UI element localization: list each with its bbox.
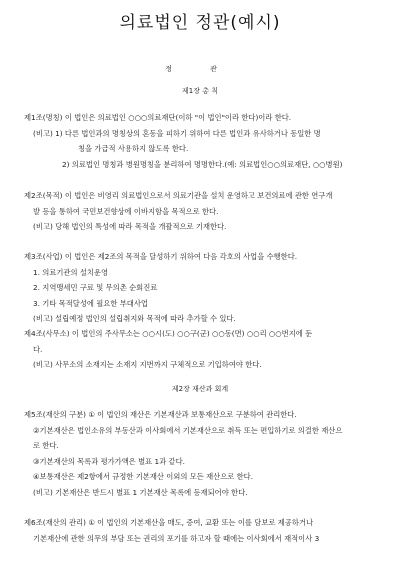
article-5-para-2-cont: 로 한다.: [33, 441, 59, 450]
article-6-text: 제6조(재산의 관리) ① 이 법인의 기본재산을 매도, 증여, 교환 또는 이를 담보로 제공하거나: [24, 518, 314, 527]
chapter-2-heading: 제2장 재산과 회계: [171, 385, 229, 393]
article-3-item-1: 1. 의료기관의 설치운영: [33, 268, 109, 277]
article-3-text: 제3조(사업) 이 법인은 제2조의 목적을 달성하기 위하여 다음 각호의 사업을 수행한다.: [24, 252, 298, 261]
article-4-note: (비고) 사무소의 소재지는 소재지 지번까지 구체적으로 기입하여야 한다.: [33, 360, 262, 369]
article-5-text: 제5조(재산의 구분) ① 이 법인의 재산은 기본재산과 보통재산으로 구분하여 관리한다.: [24, 410, 297, 419]
article-2-note: (비고) 당해 법인의 특성에 따라 목적을 개괄적으로 기재한다.: [33, 222, 227, 231]
document-title: 의료법인 정관(예시): [119, 13, 281, 33]
section-heading: 정 관: [165, 65, 235, 73]
article-2-text-cont: 발 등을 통하여 국민보건향상에 이바지함을 목적으로 한다.: [33, 207, 219, 216]
article-1-note-2: 2) 의료법인 명칭과 병원명칭을 분리하여 명명한다.(예: 의료법인○○의료재단, ○○병원): [62, 160, 343, 169]
article-3-item-3: 3. 기타 목적달성에 필요한 부대사업: [33, 299, 148, 308]
article-5-para-3: ③기본재산의 목록과 평가가액은 별표 1과 같다.: [33, 457, 185, 466]
article-5-note: (비고) 기본재산은 반드시 별표 1 기본재산 목록에 등재되어야 한다.: [33, 488, 248, 497]
chapter-1-heading: 제1장 총 칙: [182, 87, 218, 95]
article-6-text-cont: 기본재산에 관한 의무의 부담 또는 권리의 포기를 하고자 할 때에는 이사회에서 재적이사 3: [33, 534, 320, 543]
article-1-note-1-cont: 칭을 가급적 사용하지 않도록 한다.: [78, 144, 189, 153]
article-1-note-1: (비고) 1) 다른 법인과의 명칭상의 혼동을 피하기 위하여 다른 법인과 유사하거나 동일한 명: [33, 129, 321, 138]
article-3-note: (비고) 설립예정 법인의 설립취지와 목적에 따라 추가할 수 있다.: [33, 314, 236, 323]
article-4-text: 제4조(사무소) 이 법인의 주사무소는 ○○시(도) ○○구(군) ○○동(면) ○○리 ○○번지에 둔: [24, 329, 313, 338]
article-1-text: 제1조(명칭) 이 법인은 의료법인 ○○○의료재단(이하 "이 법인"이라 한다)이라 한다.: [24, 113, 292, 122]
article-5-para-2: ②기본재산은 법인소유의 부동산과 이사회에서 기본재산으로 취득 또는 편입하기로 의결한 재산으: [33, 426, 343, 435]
article-2-text: 제2조(목적) 이 법인은 비영리 의료법인으로서 의료기관을 설치 운영하고 보건의료에 관한 연구개: [24, 191, 333, 200]
article-3-item-2: 2. 지역맹세민 구료 및 무의촌 순회진료: [33, 283, 158, 292]
article-4-text-cont: 다.: [33, 345, 43, 354]
article-5-para-4: ④보통재산은 제2항에서 규정한 기본재산 이외의 모든 재산으로 한다.: [33, 472, 254, 481]
